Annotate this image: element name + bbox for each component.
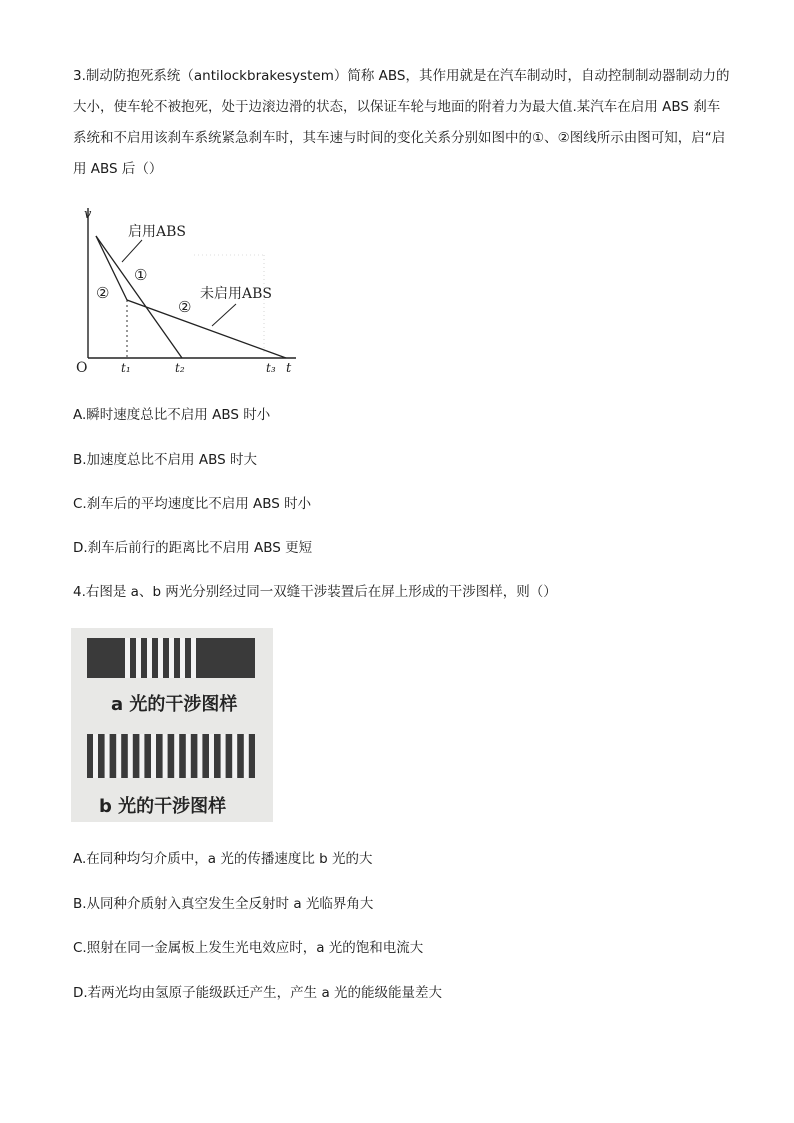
tick-t2: t₂ <box>175 361 185 375</box>
fringe-b <box>174 734 179 778</box>
q3-option-c[interactable]: C.刹车后的平均速度比不启用 ABS 时小 <box>73 496 312 512</box>
question-4-stem: 4.右图是 a、b 两光分别经过同一双缝干涉装置后在屏上形成的干涉图样，则（） <box>73 584 557 600</box>
origin-label: O <box>76 360 88 376</box>
label-abs: 启用ABS <box>128 224 186 240</box>
pattern-b <box>87 734 255 778</box>
q3-option-a[interactable]: A.瞬时速度总比不启用 ABS 时小 <box>73 407 271 423</box>
label-no-abs: 未启用ABS <box>200 286 272 302</box>
fringe-b <box>232 734 237 778</box>
fringe-b <box>163 734 168 778</box>
marker-2-left: ② <box>96 284 110 302</box>
fringe-b <box>116 734 121 778</box>
fringe-a <box>169 638 174 678</box>
pointer-no-abs <box>212 304 236 326</box>
fringe-a <box>191 638 196 678</box>
pointer-abs <box>122 240 142 262</box>
fringe-a <box>136 638 141 678</box>
fringe-a <box>180 638 185 678</box>
q4-option-d[interactable]: D.若两光均由氢原子能级跃迁产生，产生 a 光的能级能量差大 <box>73 985 443 1001</box>
v-axis-label: v <box>84 207 92 222</box>
interference-patterns-figure <box>71 628 273 822</box>
tick-t3: t₃ <box>266 361 276 375</box>
t-axis-label: t <box>286 361 292 376</box>
velocity-time-graph <box>74 200 304 380</box>
marker-1: ① <box>134 266 148 284</box>
caption-b: b 光的干涉图样 <box>99 796 227 817</box>
fringe-b <box>186 734 191 778</box>
tick-t1: t₁ <box>121 361 131 375</box>
fringe-a <box>125 638 130 678</box>
fringe-a <box>147 638 152 678</box>
q4-option-b[interactable]: B.从同种介质射入真空发生全反射时 a 光临界角大 <box>73 896 374 912</box>
marker-2-right: ② <box>178 298 192 316</box>
caption-a: a 光的干涉图样 <box>111 694 238 715</box>
fringe-b <box>139 734 144 778</box>
pattern-a <box>87 638 255 678</box>
fringe-b <box>128 734 133 778</box>
question-3-stem: 3.制动防抱死系统（antilockbrakesystem）简称 ABS，其作用就是在汽车制动时，自动控制制动器制动力的大小，使车轮不被抱死，处于边滚边滑的状态，以保证车轮与地面的附着力为最大值.某汽车在启用 ABS 刹车系统和不启用该刹车系统紧急刹车时，其车速与时间的变化关系分别如图中的①、②图线所示由图可知，启“启用 ABS 后（） <box>73 68 730 177</box>
fringe-b <box>151 734 156 778</box>
q3-option-b[interactable]: B.加速度总比不启用 ABS 时大 <box>73 452 257 468</box>
fringe-b <box>221 734 226 778</box>
fringe-b <box>105 734 110 778</box>
fringe-b <box>197 734 202 778</box>
fringe-a <box>158 638 163 678</box>
graph-grid-dots <box>194 255 264 355</box>
fringe-b <box>244 734 249 778</box>
q4-option-a[interactable]: A.在同种均匀介质中，a 光的传播速度比 b 光的大 <box>73 851 373 867</box>
fringe-b <box>209 734 214 778</box>
q3-option-d[interactable]: D.刹车后前行的距离比不启用 ABS 更短 <box>73 540 313 556</box>
fringe-b <box>93 734 98 778</box>
q4-option-c[interactable]: C.照射在同一金属板上发生光电效应时，a 光的饱和电流大 <box>73 940 424 956</box>
